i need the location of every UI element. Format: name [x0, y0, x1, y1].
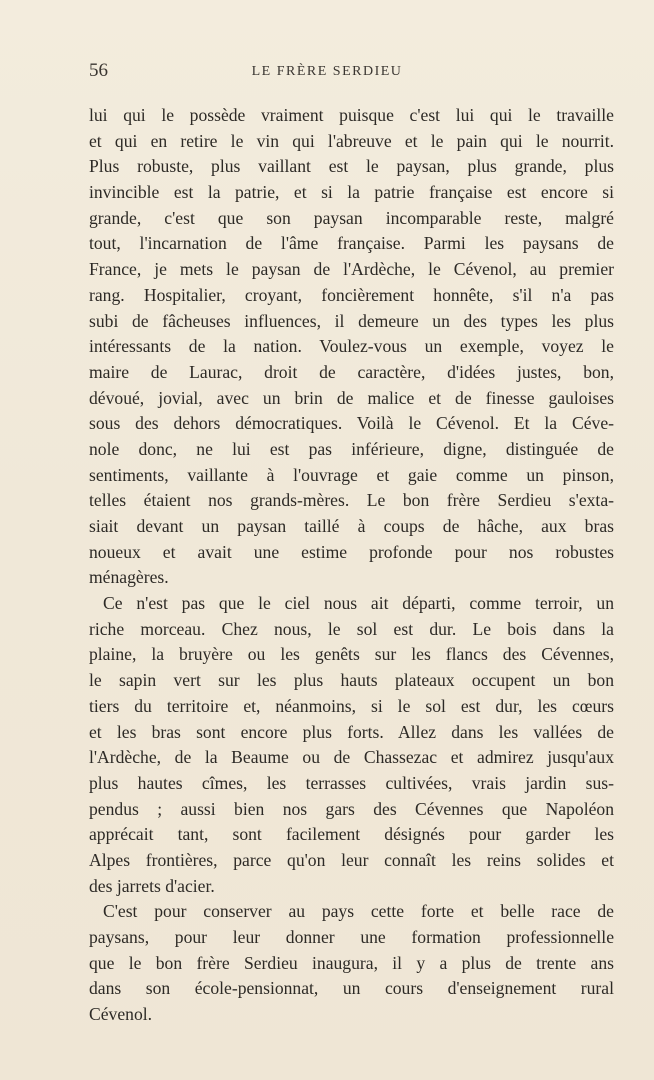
- text-line: tiers du territoire et, néanmoins, si le sol est dur, les cœurs: [89, 695, 614, 716]
- text-line: paysans, pour leur donner une formation professionnelle: [89, 927, 614, 947]
- page-number: 56: [89, 60, 108, 81]
- text-line: maire de Laurac, droit de caractère, d'idées justes, bon,: [89, 361, 614, 382]
- text-line: dans son école-pensionnat, un cours d'enseignement rural: [89, 978, 614, 999]
- text-line: Alpes frontières, parce qu'on leur connaît les reins solides et: [89, 849, 614, 870]
- text-line: riche morceau. Chez nous, le sol est dur. Le bois dans la: [89, 618, 614, 639]
- text-line: subi de fâcheuses influences, il demeure un des types les plus: [89, 310, 614, 331]
- text-line: pendus ; aussi bien nos gars des Cévennes que Napoléon: [89, 798, 614, 819]
- text-line: invincible est la patrie, et si la patrie française est encore si: [89, 182, 614, 203]
- text-line: siait devant un paysan taillé à coups de hâche, aux bras: [89, 516, 614, 536]
- text-line: apprécait tant, sont facilement désignés pour garder les: [89, 824, 614, 845]
- body-text: [89, 103, 614, 1028]
- text-line: telles étaient nos grands-mères. Le bon frère Serdieu s'exta-: [89, 490, 614, 511]
- text-line: intéressants de la nation. Voulez-vous un exemple, voyez le: [89, 336, 614, 357]
- text-line: tout, l'incarnation de l'âme française. Parmi les paysans de: [89, 233, 614, 254]
- text-line: lui qui le possède vraiment puisque c'est lui qui le travaille: [89, 105, 614, 125]
- text-line: sentiments, vaillante à l'ouvrage et gaie comme un pinson,: [89, 464, 614, 485]
- text-line: des jarrets d'acier.: [89, 875, 215, 896]
- text-line: noueux et avait une estime profonde pour nos robustes: [89, 541, 614, 562]
- text-line: rang. Hospitalier, croyant, foncièrement honnête, s'il n'a pas: [89, 284, 614, 305]
- running-title: LE FRÈRE SERDIEU: [251, 64, 403, 79]
- text-line: Ce n'est pas que le ciel nous ait départi, comme terroir, un: [103, 593, 614, 614]
- text-line: dévoué, jovial, avec un brin de malice et de finesse gauloises: [89, 387, 614, 408]
- text-line: France, je mets le paysan de l'Ardèche, le Cévenol, au premier: [89, 259, 614, 280]
- text-line: C'est pour conserver au pays cette forte et belle race de: [103, 901, 614, 922]
- text-line: nole donc, ne lui est pas inférieure, digne, distinguée de: [89, 438, 614, 459]
- text-line: et qui en retire le vin qui l'abreuve et le pain qui le nourrit.: [89, 130, 614, 151]
- text-line: plaine, la bruyère ou les genêts sur les flancs des Cévennes,: [89, 644, 614, 665]
- text-line: plus hautes cîmes, les terrasses cultivées, vrais jardin sus-: [89, 772, 614, 793]
- text-line: le sapin vert sur les plus hauts plateaux occupent un bon: [89, 670, 614, 691]
- text-line: Plus robuste, plus vaillant est le paysan, plus grande, plus: [89, 156, 614, 177]
- text-line: grande, c'est que son paysan incomparable reste, malgré: [89, 207, 614, 228]
- paragraph: [89, 899, 614, 1027]
- text-line: et les bras sont encore plus forts. Allez dans les vallées de: [89, 721, 614, 742]
- paragraph: [89, 103, 614, 591]
- text-line: que le bon frère Serdieu inaugura, il y a plus de trente ans: [89, 952, 614, 973]
- paragraph: [89, 591, 614, 899]
- text-line: Cévenol.: [89, 1004, 153, 1025]
- text-line: sous des dehors démocratiques. Voilà le Cévenol. Et la Céve-: [89, 413, 614, 434]
- text-line: ménagères.: [89, 567, 169, 588]
- text-line: l'Ardèche, de la Beaume ou de Chassezac et admirez jusqu'aux: [89, 747, 614, 768]
